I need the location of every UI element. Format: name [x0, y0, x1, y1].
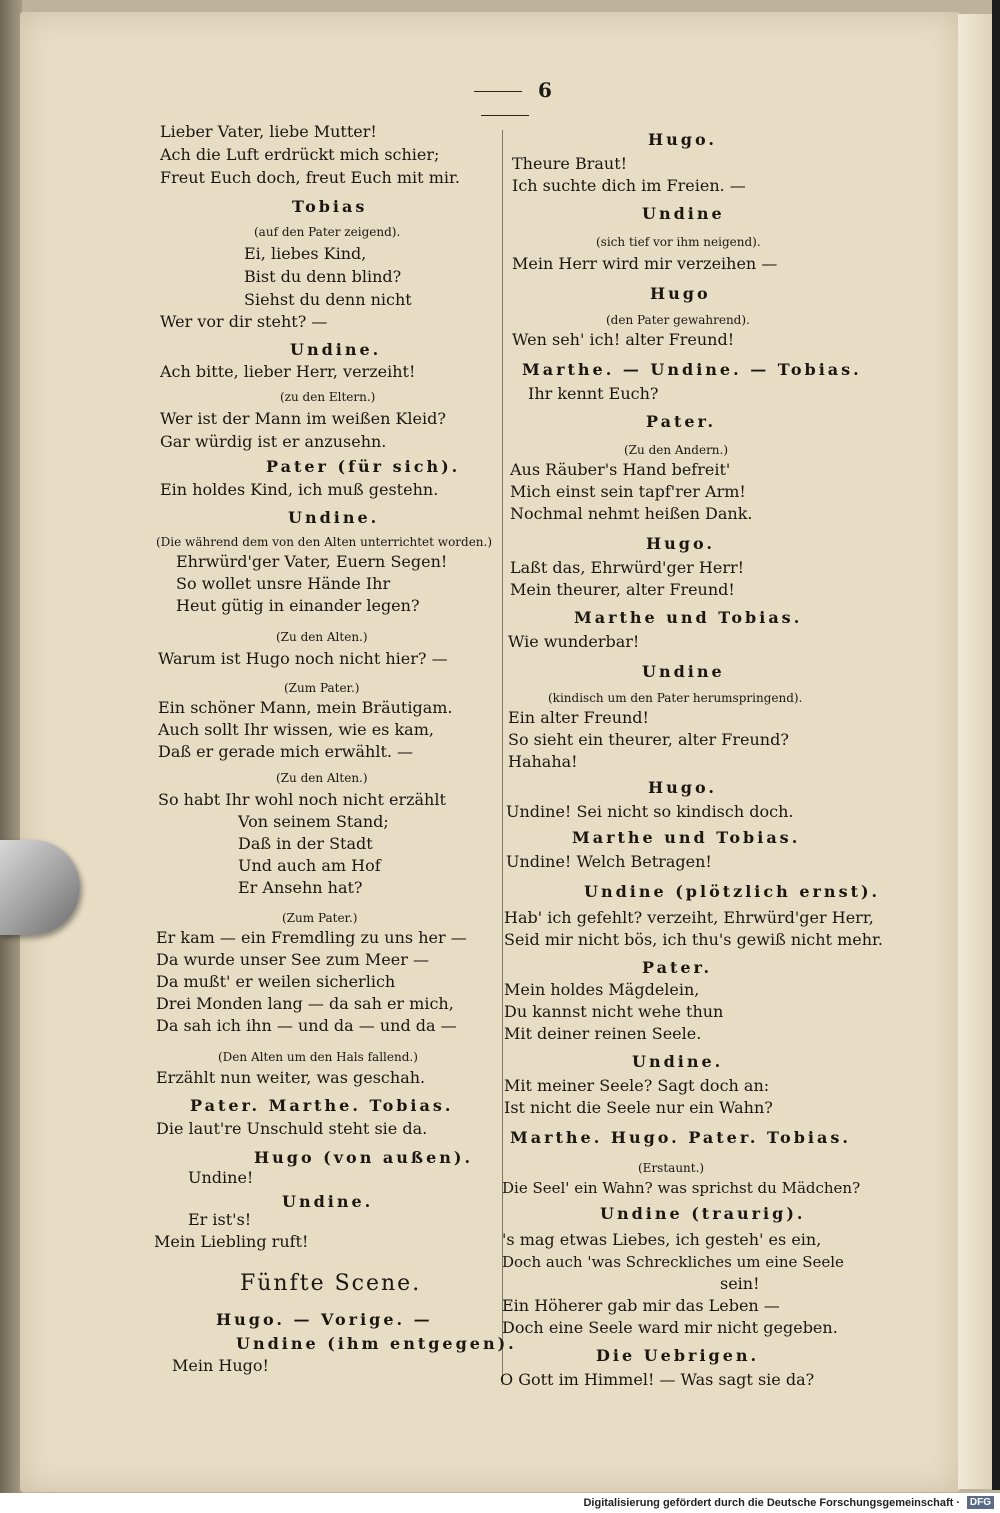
verse-line: Da mußt' er weilen sicherlich: [156, 972, 396, 991]
dfg-logo: DFG: [967, 1496, 994, 1509]
verse-line: Von seinem Stand;: [238, 812, 389, 831]
stage-direction: (auf den Pater zeigend).: [254, 225, 401, 239]
verse-line: Theure Braut!: [512, 154, 628, 173]
speaker-name: Pater (für sich).: [266, 457, 461, 476]
verse-line: Drei Monden lang — da sah er mich,: [156, 994, 454, 1013]
stage-direction: (sich tief vor ihm neigend).: [596, 235, 761, 249]
verse-line: Wer ist der Mann im weißen Kleid?: [160, 409, 446, 428]
verse-line: Erzählt nun weiter, was geschah.: [156, 1068, 426, 1087]
verse-line: Ach die Luft erdrückt mich schier;: [160, 145, 440, 164]
verse-line: Ist nicht die Seele nur ein Wahn?: [504, 1098, 773, 1117]
speaker-name: Undine: [642, 204, 725, 223]
verse-line: Wen seh' ich! alter Freund!: [512, 330, 735, 349]
speaker-name: Undine.: [282, 1192, 374, 1211]
stage-direction: (den Pater gewahrend).: [606, 313, 750, 327]
scene-title: Fünfte Scene.: [240, 1271, 422, 1296]
speaker-name: Marthe. — Undine. — Tobias.: [522, 360, 862, 379]
verse-line: Seid mir nicht bös, ich thu's gewiß nicht mehr.: [504, 930, 883, 949]
verse-line: Mit meiner Seele? Sagt doch an:: [504, 1076, 770, 1095]
stage-direction: (Den Alten um den Hals fallend.): [218, 1050, 418, 1064]
verse-line: Ein holdes Kind, ich muß gestehn.: [160, 480, 439, 499]
speaker-name: Die Uebrigen.: [596, 1346, 760, 1365]
speaker-name: Hugo.: [646, 534, 715, 553]
speaker-name: Pater. Marthe. Tobias.: [190, 1096, 454, 1115]
verse-line: Mein Liebling ruft!: [154, 1232, 309, 1251]
verse-line: 's mag etwas Liebes, ich gesteh' es ein,: [502, 1230, 822, 1249]
speaker-name: Undine (plötzlich ernst).: [584, 882, 881, 901]
verse-line: Da wurde unser See zum Meer —: [156, 950, 429, 969]
verse-line: Heut gütig in einander legen?: [176, 596, 420, 615]
verse-line: Die laut're Unschuld steht sie da.: [156, 1119, 428, 1138]
verse-line: Siehst du denn nicht: [244, 290, 412, 309]
verse-line: So sieht ein theurer, alter Freund?: [508, 730, 789, 749]
verse-line: Auch sollt Ihr wissen, wie es kam,: [158, 720, 434, 739]
verse-line: Mein Herr wird mir verzeihen —: [512, 254, 778, 273]
verse-line: Ein alter Freund!: [508, 708, 649, 727]
speaker-name: Hugo: [650, 284, 711, 303]
verse-line: So habt Ihr wohl noch nicht erzählt: [158, 790, 446, 809]
verse-line: Ihr kennt Euch?: [528, 384, 659, 403]
stage-direction: (Zum Pater.): [284, 681, 360, 695]
stage-direction: (kindisch um den Pater herumspringend).: [548, 691, 803, 705]
verse-line: O Gott im Himmel! — Was sagt sie da?: [500, 1370, 815, 1389]
verse-line: Undine! Sei nicht so kindisch doch.: [506, 802, 794, 821]
stage-direction: (Zu den Alten.): [276, 630, 368, 644]
verse-line: Daß er gerade mich erwählt. —: [158, 742, 414, 761]
speaker-name: Undine.: [290, 340, 382, 359]
speaker-name: Marthe. Hugo. Pater. Tobias.: [510, 1128, 851, 1147]
stage-direction: (Zu den Alten.): [276, 771, 368, 785]
verse-line: Ei, liebes Kind,: [244, 244, 367, 263]
verse-line: Doch auch 'was Schreckliches um eine Seele: [502, 1253, 844, 1271]
verse-line: Daß in der Stadt: [238, 834, 373, 853]
speaker-name: Undine.: [288, 508, 380, 527]
stage-direction: (Zu den Andern.): [624, 443, 729, 457]
speaker-name: Hugo. — Vorige. —: [216, 1310, 433, 1329]
verse-line: Mit deiner reinen Seele.: [504, 1024, 702, 1043]
verse-line: Wie wunderbar!: [508, 632, 640, 651]
verse-line: Laßt das, Ehrwürd'ger Herr!: [510, 558, 745, 577]
verse-line: Mein theurer, alter Freund!: [510, 580, 735, 599]
stage-direction: (zu den Eltern.): [280, 390, 376, 404]
verse-line: Aus Räuber's Hand befreit': [510, 460, 731, 479]
verse-line: Freut Euch doch, freut Euch mit mir.: [160, 168, 460, 187]
footer-credit: Digitalisierung gefördert durch die Deutsche Forschungsgemeinschaft ·: [583, 1497, 960, 1509]
verse-line: Du kannst nicht wehe thun: [504, 1002, 724, 1021]
verse-line: Er Ansehn hat?: [238, 878, 363, 897]
speaker-name: Marthe und Tobias.: [572, 828, 801, 847]
verse-line: Undine! Welch Betragen!: [506, 852, 712, 871]
speaker-name: Pater.: [642, 958, 713, 977]
scan-edge: [992, 0, 1000, 1490]
stage-direction: (Die während dem von den Alten unterrichtet worden.): [156, 535, 493, 549]
verse-line: Da sah ich ihn — und da — und da —: [156, 1016, 457, 1035]
verse-line: Undine!: [188, 1168, 254, 1187]
verse-line: Lieber Vater, liebe Mutter!: [160, 122, 377, 141]
speaker-name: Undine (traurig).: [600, 1204, 806, 1223]
speaker-name: Hugo.: [648, 778, 717, 797]
verse-line: Gar würdig ist er anzusehn.: [160, 432, 387, 451]
verse-line: Er kam — ein Fremdling zu uns her —: [156, 928, 467, 947]
verse-line: Mein Hugo!: [172, 1356, 269, 1375]
stage-direction: (Erstaunt.): [638, 1161, 705, 1175]
speaker-name: Hugo.: [648, 130, 717, 149]
verse-line: Er ist's!: [188, 1210, 252, 1229]
verse-line: Mein holdes Mägdelein,: [504, 980, 700, 999]
binding-shadow: [0, 0, 22, 1500]
verse-line: Hahaha!: [508, 752, 578, 771]
verse-line: Mich einst sein tapf'rer Arm!: [510, 482, 746, 501]
verse-line: Warum ist Hugo noch nicht hier? —: [158, 649, 448, 668]
verse-line: Ein schöner Mann, mein Bräutigam.: [158, 698, 453, 717]
verse-line: Ehrwürd'ger Vater, Euern Segen!: [176, 552, 448, 571]
verse-line: Und auch am Hof: [238, 856, 381, 875]
verse-line: Hab' ich gefehlt? verzeiht, Ehrwürd'ger Herr,: [504, 908, 874, 927]
verse-line: So wollet unsre Hände Ihr: [176, 574, 391, 593]
verse-line: Ich suchte dich im Freien. —: [512, 176, 746, 195]
verse-line: Bist du denn blind?: [244, 267, 402, 286]
page-number: 6: [420, 78, 590, 126]
speaker-name: Tobias: [292, 197, 368, 216]
verse-line: sein!: [720, 1274, 760, 1293]
speaker-name: Pater.: [646, 412, 717, 431]
speaker-name: Undine (ihm entgegen).: [236, 1334, 517, 1353]
verse-line: Ach bitte, lieber Herr, verzeiht!: [160, 362, 416, 381]
verse-line: Nochmal nehmt heißen Dank.: [510, 504, 753, 523]
verse-line: Ein Höherer gab mir das Leben —: [502, 1296, 780, 1315]
speaker-name: Marthe und Tobias.: [574, 608, 803, 627]
speaker-name: Undine: [642, 662, 725, 681]
stage-direction: (Zum Pater.): [282, 911, 358, 925]
verse-line: Wer vor dir steht? —: [160, 312, 328, 331]
speaker-name: Hugo (von außen).: [254, 1148, 474, 1167]
speaker-name: Undine.: [632, 1052, 724, 1071]
verse-line: Die Seel' ein Wahn? was sprichst du Mädchen?: [502, 1179, 861, 1197]
verse-line: Doch eine Seele ward mir nicht gegeben.: [502, 1318, 838, 1337]
